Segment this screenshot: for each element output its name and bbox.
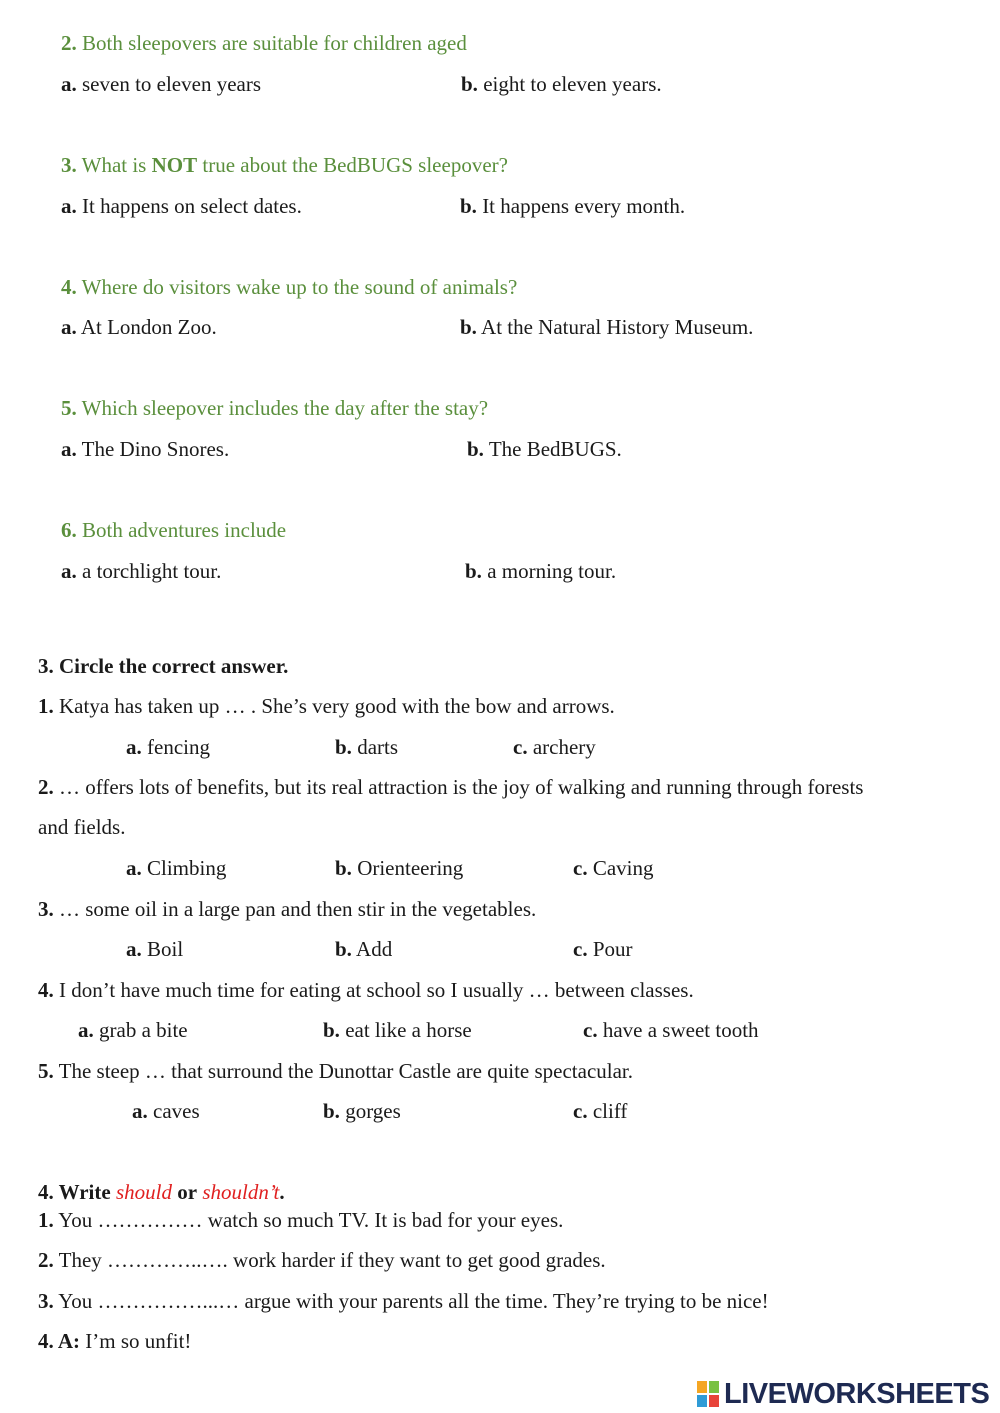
question-2-option-b: b. eight to eleven years. — [461, 72, 662, 96]
item-3-2-continued: and fields. — [38, 815, 126, 839]
item-3-4-option-c[interactable]: c. have a sweet tooth — [583, 1018, 759, 1042]
item-3-1-option-c[interactable]: c. archery — [513, 735, 596, 759]
liveworksheets-logo-icon — [697, 1380, 721, 1408]
question-3: 3. What is NOT true about the BedBUGS sleepover? — [61, 153, 508, 177]
item-3-5: 5. The steep … that surround the Dunottar Castle are quite spectacular. — [38, 1059, 634, 1083]
question-3-option-b: b. It happens every month. — [460, 194, 686, 218]
item-3-5-option-b[interactable]: b. gorges — [323, 1099, 401, 1123]
question-2-option-a: a. seven to eleven years — [61, 72, 262, 96]
item-4-1: 1. You …………… watch so much TV. It is bad for your eyes. — [38, 1208, 564, 1232]
liveworksheets-logo-text: LIVEWORKSHEETS — [724, 1377, 990, 1410]
section-4-heading: 4. Write should or shouldn’t. — [38, 1180, 285, 1204]
item-3-2-option-a[interactable]: a. Climbing — [126, 856, 227, 880]
item-3-3-option-a[interactable]: a. Boil — [126, 937, 184, 961]
item-3-3-option-b[interactable]: b. Add — [335, 937, 393, 961]
item-4-2: 2. They …………..…. work harder if they want to get good grades. — [38, 1248, 606, 1272]
item-3-2-option-c[interactable]: c. Caving — [573, 856, 654, 880]
item-3-1-option-b[interactable]: b. darts — [335, 735, 399, 759]
item-3-1: 1. Katya has taken up … . She’s very good with the bow and arrows. — [38, 694, 615, 718]
question-6-option-b: b. a morning tour. — [465, 559, 617, 583]
item-4-4: 4. A: I’m so unfit! — [38, 1329, 192, 1353]
question-5-option-b: b. The BedBUGS. — [467, 437, 622, 461]
question-5: 5. Which sleepover includes the day after the stay? — [61, 396, 489, 420]
item-3-4-option-a[interactable]: a. grab a bite — [78, 1018, 188, 1042]
section-3-heading: 3. Circle the correct answer. — [38, 654, 289, 678]
question-4: 4. Where do visitors wake up to the sound of animals? — [61, 275, 518, 299]
item-3-2-option-b[interactable]: b. Orienteering — [335, 856, 464, 880]
question-6-option-a: a. a torchlight tour. — [61, 559, 222, 583]
question-5-option-a: a. The Dino Snores. — [61, 437, 230, 461]
item-3-3: 3. … some oil in a large pan and then stir in the vegetables. — [38, 897, 537, 921]
question-3-option-a: a. It happens on select dates. — [61, 194, 302, 218]
item-3-5-option-c[interactable]: c. cliff — [573, 1099, 628, 1123]
item-3-3-option-c[interactable]: c. Pour — [573, 937, 633, 961]
item-3-1-option-a[interactable]: a. fencing — [126, 735, 210, 759]
question-4-option-b: b. At the Natural History Museum. — [460, 315, 754, 339]
item-3-4-option-b[interactable]: b. eat like a horse — [323, 1018, 472, 1042]
item-3-4: 4. I don’t have much time for eating at school so I usually … between classes. — [38, 978, 694, 1002]
item-3-5-option-a[interactable]: a. caves — [132, 1099, 200, 1123]
question-6: 6. Both adventures include — [61, 518, 287, 542]
liveworksheets-logo — [697, 1377, 989, 1411]
question-4-option-a: a. At London Zoo. — [61, 315, 217, 339]
question-2: 2. Both sleepovers are suitable for children aged — [61, 31, 467, 55]
item-3-2: 2. … offers lots of benefits, but its real attraction is the joy of walking and running through forests — [38, 775, 864, 799]
item-4-3: 3. You ……………...… argue with your parents all the time. They’re trying to be nice! — [38, 1289, 769, 1313]
